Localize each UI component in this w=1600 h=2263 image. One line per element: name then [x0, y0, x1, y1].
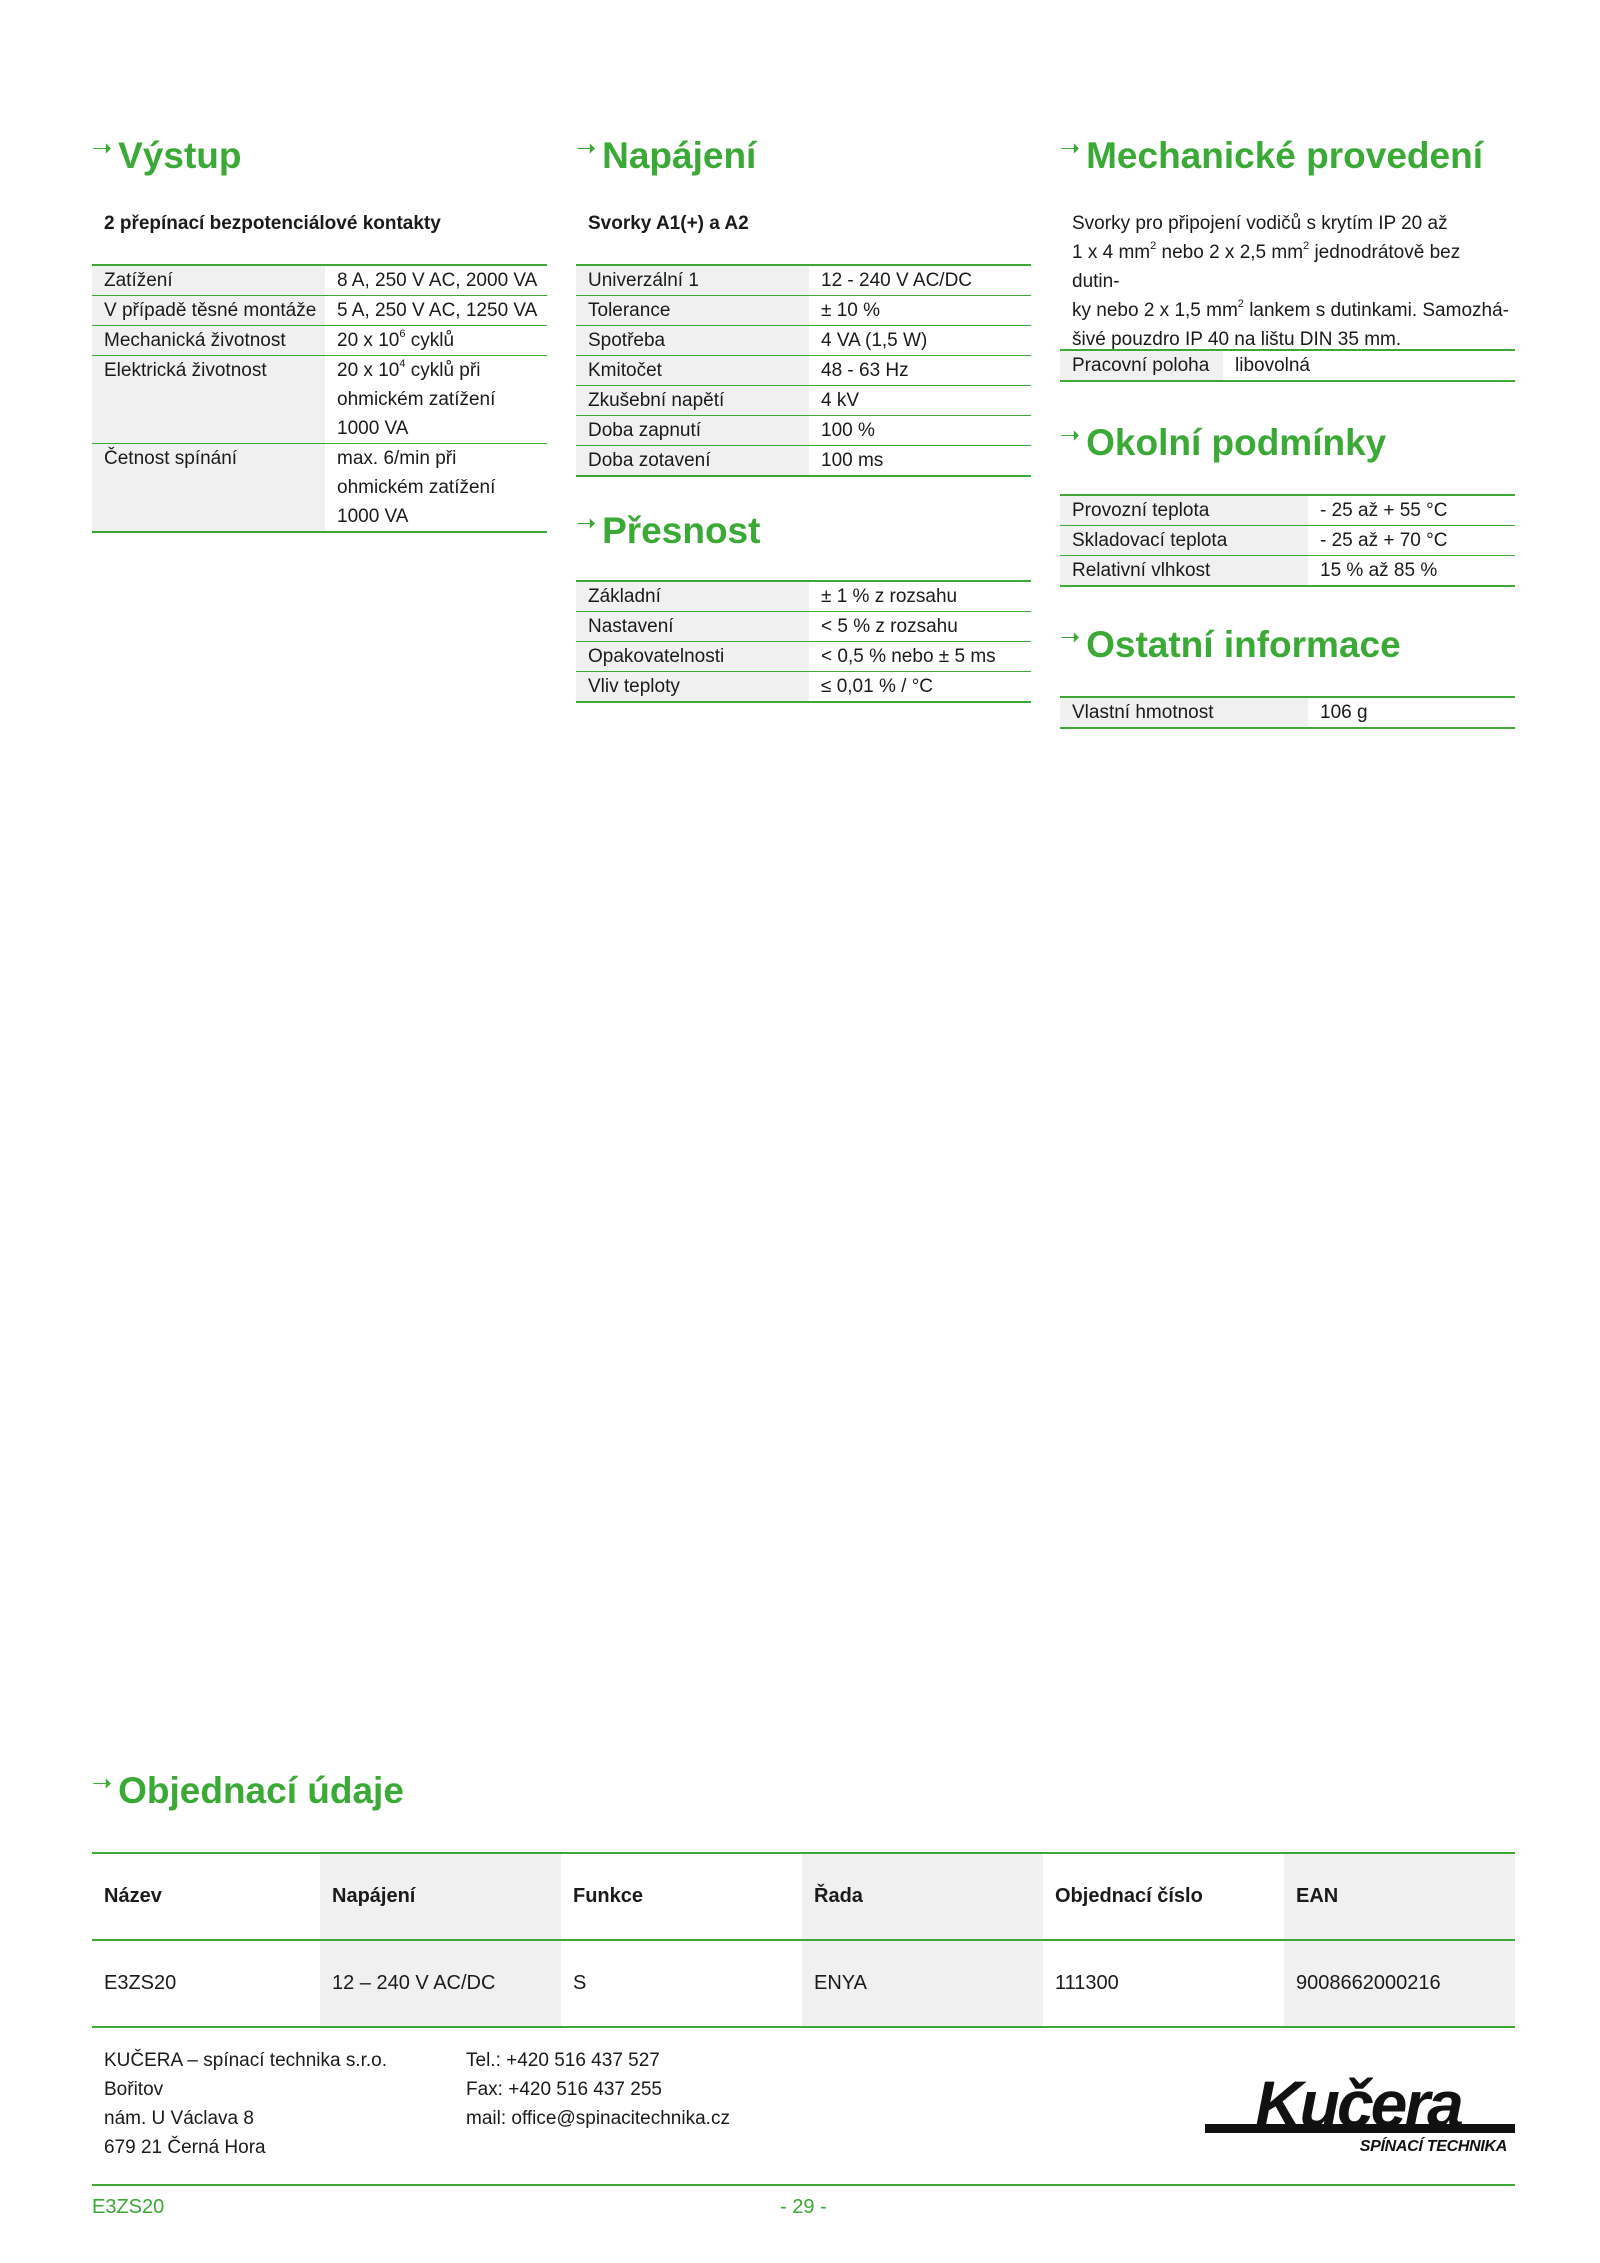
footer-divider	[92, 2184, 1515, 2186]
table-cell: Spotřeba	[576, 326, 809, 356]
table-cell: - 25 až + 70 °C	[1308, 526, 1515, 556]
section-title-mechanicke: ➝ Mechanické provedení	[1060, 135, 1483, 176]
table-cell: 100 %	[809, 416, 1031, 446]
arrow-right-icon: ➝	[1060, 624, 1081, 651]
section-title-okolni: ➝ Okolní podmínky	[1060, 422, 1387, 463]
column-header: EAN	[1284, 1853, 1515, 1940]
table-cell: 4 kV	[809, 386, 1031, 416]
spec-table-okolni	[1060, 494, 1515, 587]
table-cell: 48 - 63 Hz	[809, 356, 1031, 386]
table-cell: V případě těsné montáže	[92, 296, 325, 326]
table-row	[576, 265, 1031, 296]
table-row	[576, 446, 1031, 477]
table-row	[92, 444, 547, 533]
fax: Fax: +420 516 437 255	[466, 2079, 662, 2100]
table-row	[92, 356, 547, 444]
table-cell: Zkušební napětí	[576, 386, 809, 416]
table-cell: Elektrická životnost	[92, 356, 325, 444]
table-cell: ± 1 % z rozsahu	[809, 581, 1031, 612]
table-row	[92, 265, 547, 296]
table-cell: Základní	[576, 581, 809, 612]
company-address: KUČERA – spínací technika s.r.o. Bořitov nám. U Václava 8 679 21 Černá Hora	[104, 2050, 388, 2158]
spec-table-vystup	[92, 264, 547, 533]
column-header: Objednací číslo	[1043, 1853, 1284, 1940]
table-row	[1060, 495, 1515, 526]
table-cell: Vliv teploty	[576, 672, 809, 703]
table-row	[576, 356, 1031, 386]
phone: Tel.: +420 516 437 527	[466, 2050, 660, 2071]
table-cell: Relativní vlhkost	[1060, 556, 1308, 587]
table-cell: Skladovací teplota	[1060, 526, 1308, 556]
table-row	[576, 416, 1031, 446]
table-cell: 8 A, 250 V AC, 2000 VA	[325, 265, 547, 296]
section-title-objednaci: ➝ Objednací údaje	[92, 1770, 404, 1811]
table-cell: Doba zotavení	[576, 446, 809, 477]
table-cell: Provozní teplota	[1060, 495, 1308, 526]
table-cell: Tolerance	[576, 296, 809, 326]
table-cell: < 0,5 % nebo ± 5 ms	[809, 642, 1031, 672]
table-cell: Opakovatelnosti	[576, 642, 809, 672]
arrow-right-icon: ➝	[576, 135, 597, 162]
table-row	[576, 296, 1031, 326]
table-cell: 12 – 240 V AC/DC	[320, 1940, 561, 2027]
spec-table-ostatni	[1060, 696, 1515, 729]
table-cell: Četnost spínání	[92, 444, 325, 533]
kucera-logo: Kučera SPÍNACÍ TECHNIKA	[1205, 2072, 1515, 2167]
table-cell: Univerzální 1	[576, 265, 809, 296]
table-cell: - 25 až + 55 °C	[1308, 495, 1515, 526]
table-cell: 4 VA (1,5 W)	[809, 326, 1031, 356]
arrow-right-icon: ➝	[1060, 422, 1081, 449]
section-title-ostatni: ➝ Ostatní informace	[1060, 624, 1401, 665]
section-intro: 2 přepínací bezpotenciálové kontakty	[104, 213, 441, 234]
table-cell: Doba zapnutí	[576, 416, 809, 446]
table-row	[92, 326, 547, 356]
table-row	[1060, 556, 1515, 587]
arrow-right-icon: ➝	[1060, 135, 1081, 162]
table-cell: max. 6/min při ohmickém zatížení 1000 VA	[337, 448, 496, 527]
table-cell: ENYA	[802, 1940, 1043, 2027]
table-cell: < 5 % z rozsahu	[809, 612, 1031, 642]
table-cell: S	[573, 1972, 587, 1994]
table-cell: 12 - 240 V AC/DC	[809, 265, 1031, 296]
table-row	[1060, 697, 1515, 728]
email-link[interactable]: mail: office@spinacitechnika.cz	[466, 2108, 730, 2129]
section-title-vystup: ➝ Výstup	[92, 135, 242, 176]
table-row	[576, 386, 1031, 416]
table-row	[576, 672, 1031, 703]
table-cell: libovolná	[1235, 355, 1310, 376]
table-cell: 106 g	[1320, 702, 1368, 723]
table-row	[576, 642, 1031, 672]
table-cell: 5 A, 250 V AC, 1250 VA	[325, 296, 547, 326]
table-header-row	[92, 1853, 1515, 1940]
table-cell: Mechanická životnost	[92, 326, 325, 356]
table-cell: Kmitočet	[576, 356, 809, 386]
column-header: Napájení	[320, 1853, 561, 1940]
section-intro: Svorky A1(+) a A2	[588, 213, 749, 234]
table-row	[576, 581, 1031, 612]
table-cell: ≤ 0,01 % / °C	[821, 676, 934, 697]
table-row	[1060, 350, 1515, 381]
table-row	[92, 296, 547, 326]
table-cell: 20 x $10^6$ cyklů	[325, 326, 547, 356]
table-row	[576, 612, 1031, 642]
table-row	[1060, 526, 1515, 556]
spec-table-napajeni	[576, 264, 1031, 477]
table-cell: 9008662000216	[1284, 1940, 1515, 2027]
footer-product-code: E3ZS20	[92, 2196, 165, 2218]
table-cell: 15 % až 85 %	[1320, 560, 1438, 581]
table-cell: Nastavení	[576, 612, 809, 642]
arrow-right-icon: ➝	[92, 1770, 113, 1797]
table-cell: Zatížení	[92, 265, 325, 296]
section-intro: Svorky pro připojení vodičů s krytím IP 20 až 1 x 4 $mm^2$ nebo 2 x 2,5 $mm^2$ jednodrátově bez dutin- ky nebo 2 x 1,5 $mm^2$ lankem s dutinkami. Samozhá- šivé pouzdro IP 40 na lištu DIN 35 mm.	[1072, 213, 1509, 350]
column-header: Funkce	[561, 1853, 802, 1940]
arrow-right-icon: ➝	[576, 510, 597, 537]
table-cell: Vlastní hmotnost	[1060, 697, 1308, 728]
table-cell: E3ZS20	[104, 1972, 177, 1994]
table-cell: ± 10 %	[809, 296, 1031, 326]
section-title-napajeni: ➝ Napájení	[576, 135, 757, 176]
table-cell: 100 ms	[821, 450, 884, 471]
section-title-presnost: ➝ Přesnost	[576, 510, 761, 551]
table-cell: Pracovní poloha	[1060, 350, 1223, 381]
spec-table-presnost	[576, 580, 1031, 703]
table-cell: 20 x $10^4$ cyklů při ohmickém zatížení 1000 VA	[325, 356, 547, 444]
column-header: Řada	[802, 1853, 1043, 1940]
column-header: Název	[92, 1853, 320, 1940]
spec-table-mechanicke	[1060, 349, 1515, 382]
table-row	[576, 326, 1031, 356]
company-contacts	[466, 2046, 730, 2133]
page-number: - 29 -	[780, 2196, 827, 2218]
table-cell: 111300	[1055, 1972, 1119, 1994]
order-table	[92, 1852, 1515, 2028]
table-row	[92, 1940, 1515, 2027]
arrow-right-icon: ➝	[92, 135, 113, 162]
